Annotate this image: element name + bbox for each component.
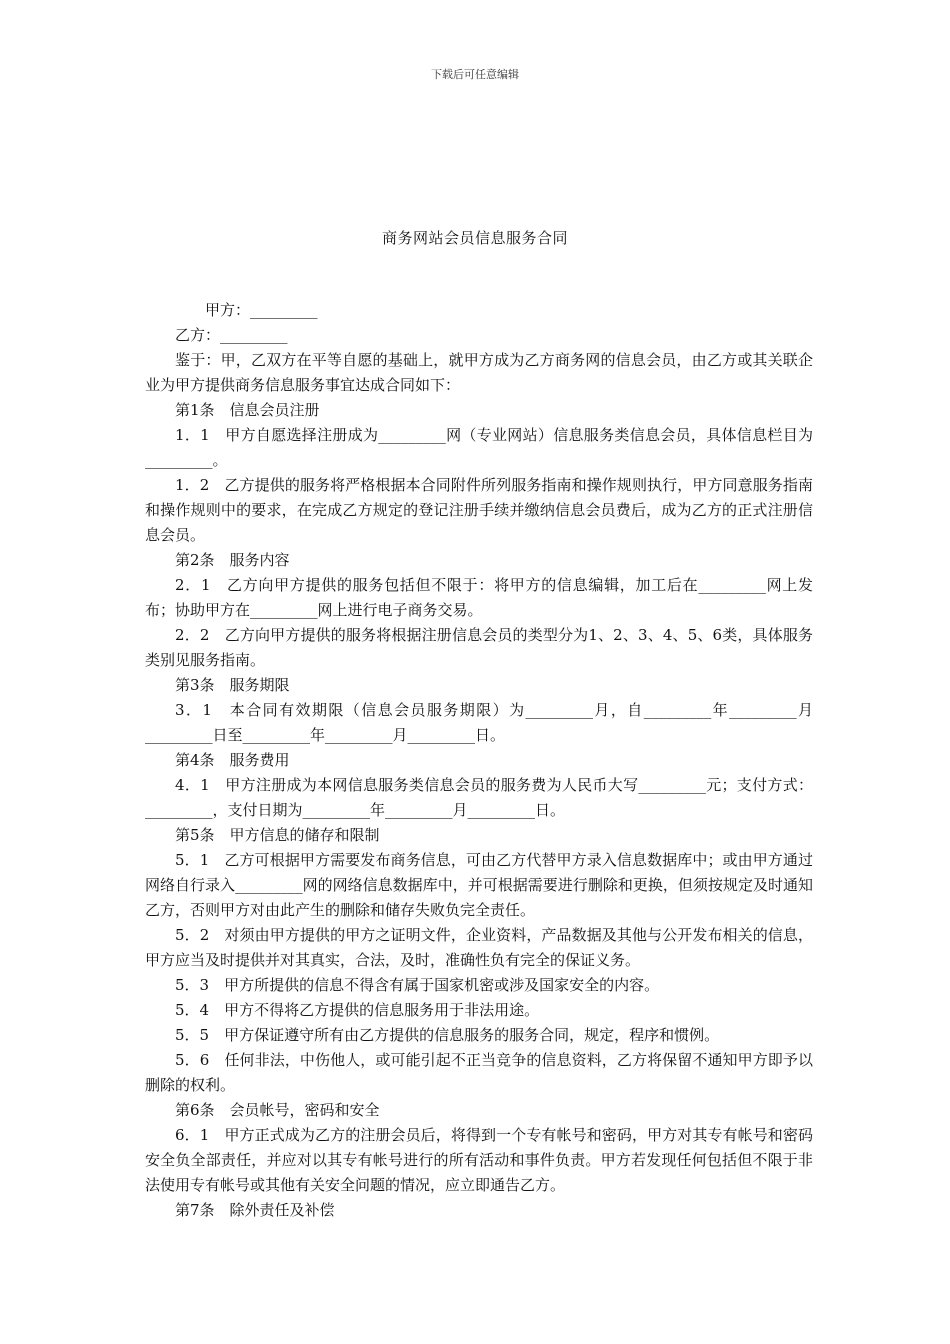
clause-5-1: 5．1 乙方可根据甲方需要发布商务信息，可由乙方代替甲方录入信息数据库中；或由甲方通过网络自行录入_________网的网络信息数据库中，并可根据需要进行删除和更换，但须按规定及时通知乙方，否则甲方对由此产生的删除和储存失败负完全责任。 <box>145 851 813 919</box>
article-4-heading: 第4条 服务费用 <box>175 751 290 769</box>
clause-4-1: 4．1 甲方注册成为本网信息服务类信息会员的服务费为人民币大写_________元；支付方式：_________，支付日期为_________年_________月_________日。 <box>145 776 813 819</box>
clause-3-1: 3．1 本合同有效期限（信息会员服务期限）为_________月，自_________年_________月_________日至_________年_________月_________日。 <box>145 701 813 744</box>
article-1-heading: 第1条 信息会员注册 <box>175 401 320 419</box>
clause-2-1: 2．1 乙方向甲方提供的服务包括但不限于：将甲方的信息编辑，加工后在_________网上发布；协助甲方在_________网上进行电子商务交易。 <box>145 576 813 619</box>
article-3-heading: 第3条 服务期限 <box>175 676 290 694</box>
article-7-heading: 第7条 除外责任及补偿 <box>175 1201 335 1219</box>
clause-1-1: 1．1 甲方自愿选择注册成为_________网（专业网站）信息服务类信息会员，具体信息栏目为_________。 <box>145 426 813 469</box>
clause-6-1: 6．1 甲方正式成为乙方的注册会员后，将得到一个专有帐号和密码，甲方对其专有帐号和密码安全负全部责任，并应对以其专有帐号进行的所有活动和事件负责。甲方若发现任何包括但不限于非法使用专有帐号或其他有关安全问题的情况，应立即通告乙方。 <box>145 1126 813 1194</box>
clause-5-6: 5．6 任何非法，中伤他人，或可能引起不正当竞争的信息资料，乙方将保留不通知甲方即予以删除的权利。 <box>145 1051 813 1094</box>
clause-1-2: 1．2 乙方提供的服务将严格根据本合同附件所列服务指南和操作规则执行，甲方同意服务指南和操作规则中的要求，在完成乙方规定的登记注册手续并缴纳信息会员费后，成为乙方的正式注册信息会员。 <box>145 476 813 544</box>
clause-5-5: 5．5 甲方保证遵守所有由乙方提供的信息服务的服务合同，规定，程序和惯例。 <box>175 1026 720 1044</box>
clause-5-4: 5．4 甲方不得将乙方提供的信息服务用于非法用途。 <box>175 1001 540 1019</box>
clause-2-2: 2．2 乙方向甲方提供的服务将根据注册信息会员的类型分为1、2、3、4、5、6类，具体服务类别见服务指南。 <box>145 626 813 669</box>
party-a-line: 甲方：_________ <box>205 301 318 319</box>
party-b-line: 乙方：_________ <box>175 326 288 344</box>
document-title: 商务网站会员信息服务合同 <box>381 229 568 247</box>
document-body <box>145 298 813 1223</box>
clause-5-3: 5．3 甲方所提供的信息不得含有属于国家机密或涉及国家安全的内容。 <box>175 976 660 994</box>
article-5-heading: 第5条 甲方信息的储存和限制 <box>175 826 380 844</box>
article-2-heading: 第2条 服务内容 <box>175 551 290 569</box>
clause-5-2: 5．2 对须由甲方提供的甲方之证明文件，企业资料，产品数据及其他与公开发布相关的信息，甲方应当及时提供并对其真实，合法，及时，准确性负有完全的保证义务。 <box>145 926 813 969</box>
page-header-note: 下载后可任意编辑 <box>431 68 519 81</box>
preamble-paragraph: 鉴于：甲，乙双方在平等自愿的基础上，就甲方成为乙方商务网的信息会员，由乙方或其关联企业为甲方提供商务信息服务事宜达成合同如下： <box>145 351 813 394</box>
article-6-heading: 第6条 会员帐号，密码和安全 <box>175 1101 380 1119</box>
